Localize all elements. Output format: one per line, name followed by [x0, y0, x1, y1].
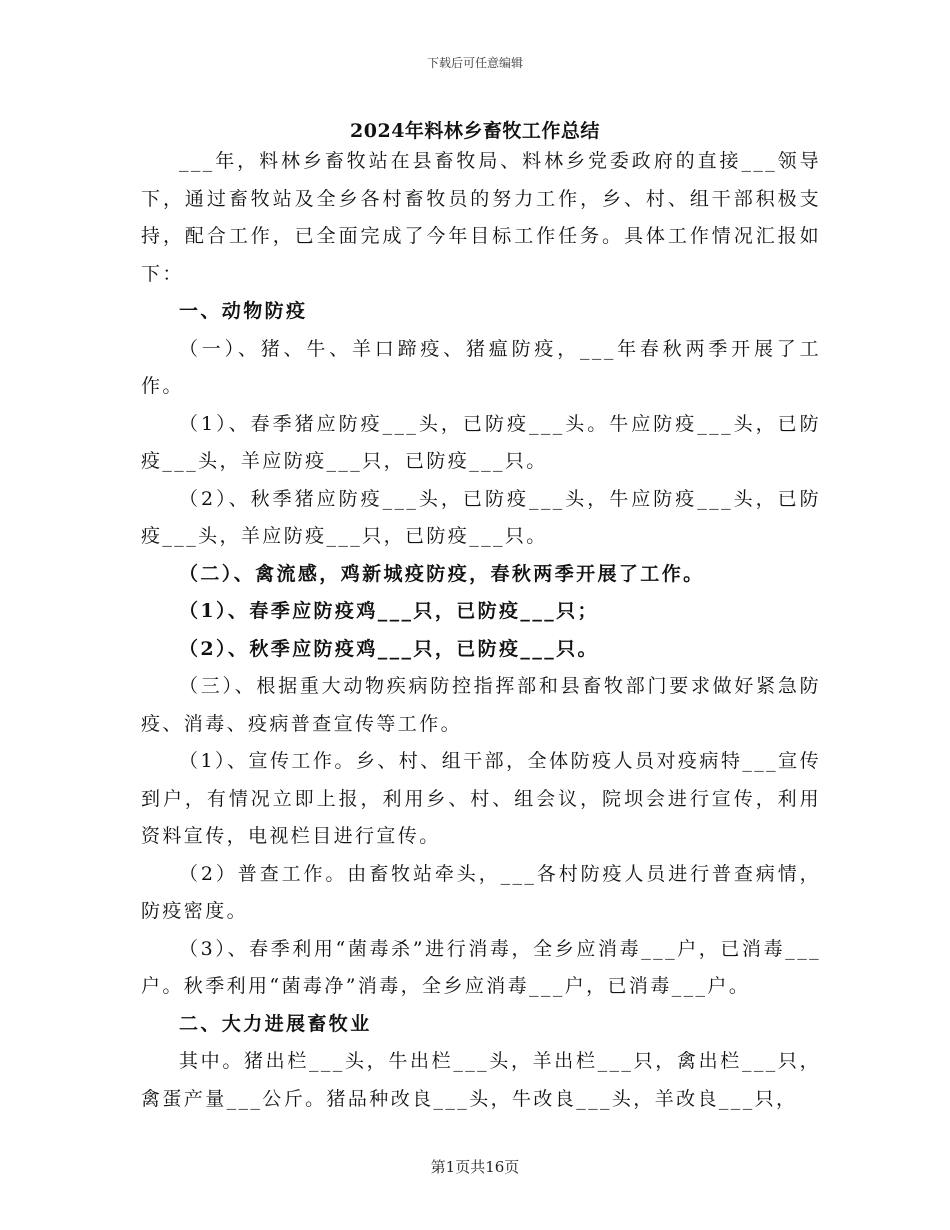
document-body: [141, 143, 821, 1118]
body-paragraph: （3）、春季利用“菌毒杀”进行消毒，全乡应消毒___户，已消毒___户。秋季利用“菌毒净”消毒，全乡应消毒___户，已消毒___户。: [141, 937, 821, 997]
section-heading: 二、大力进展畜牧业: [179, 1012, 372, 1035]
body-paragraph: ___年，料林乡畜牧站在县畜牧局、料林乡党委政府的直接___领导下，通过畜牧站及全乡各村畜牧员的努力工作，乡、村、组干部积极支持，配合工作，已全面完成了今年目标工作任务。具体工作情况汇报如下：: [141, 150, 821, 285]
header-note: 下载后可任意编辑: [426, 56, 523, 70]
body-paragraph: （2）普查工作。由畜牧站牵头，___各村防疫人员进行普查病情，防疫密度。: [141, 862, 821, 922]
body-paragraph: （2）、秋季猪应防疫___头，已防疫___头，牛应防疫___头，已防疫___头，羊应防疫___只，已防疫___只。: [141, 487, 821, 547]
body-paragraph: 其中。猪出栏___头，牛出栏___头，羊出栏___只，禽出栏___只，禽蛋产量___公斤。猪品种改良___头，牛改良___头，羊改良___只，: [141, 1050, 821, 1110]
body-paragraph: （1）、春季猪应防疫___头，已防疫___头。牛应防疫___头，已防疫___头，羊应防疫___只，已防疫___只。: [141, 412, 821, 472]
section-heading: （1）、春季应防疫鸡___只，已防疫___只；: [179, 600, 599, 622]
page-number: 第1页共16页: [430, 1158, 520, 1176]
section-heading: （二）、禽流感，鸡新城疫防疫，春秋两季开展了工作。: [179, 562, 705, 585]
document-title: 2024年料林乡畜牧工作总结: [350, 120, 600, 142]
body-paragraph: （一）、猪、牛、羊口蹄疫、猪瘟防疫，___年春秋两季开展了工作。: [141, 337, 821, 397]
section-heading: 一、动物防疫: [179, 300, 308, 322]
body-paragraph: （1）、宣传工作。乡、村、组干部，全体防疫人员对疫病特___宣传到户，有情况立即上报，利用乡、村、组会议，院坝会进行宣传，利用资料宣传，电视栏目进行宣传。: [141, 750, 821, 847]
section-heading: （2）、秋季应防疫鸡___只，已防疫___只。: [179, 637, 599, 660]
body-paragraph: （三）、根据重大动物疾病防控指挥部和县畜牧部门要求做好紧急防疫、消毒、疫病普查宣传等工作。: [141, 675, 821, 735]
